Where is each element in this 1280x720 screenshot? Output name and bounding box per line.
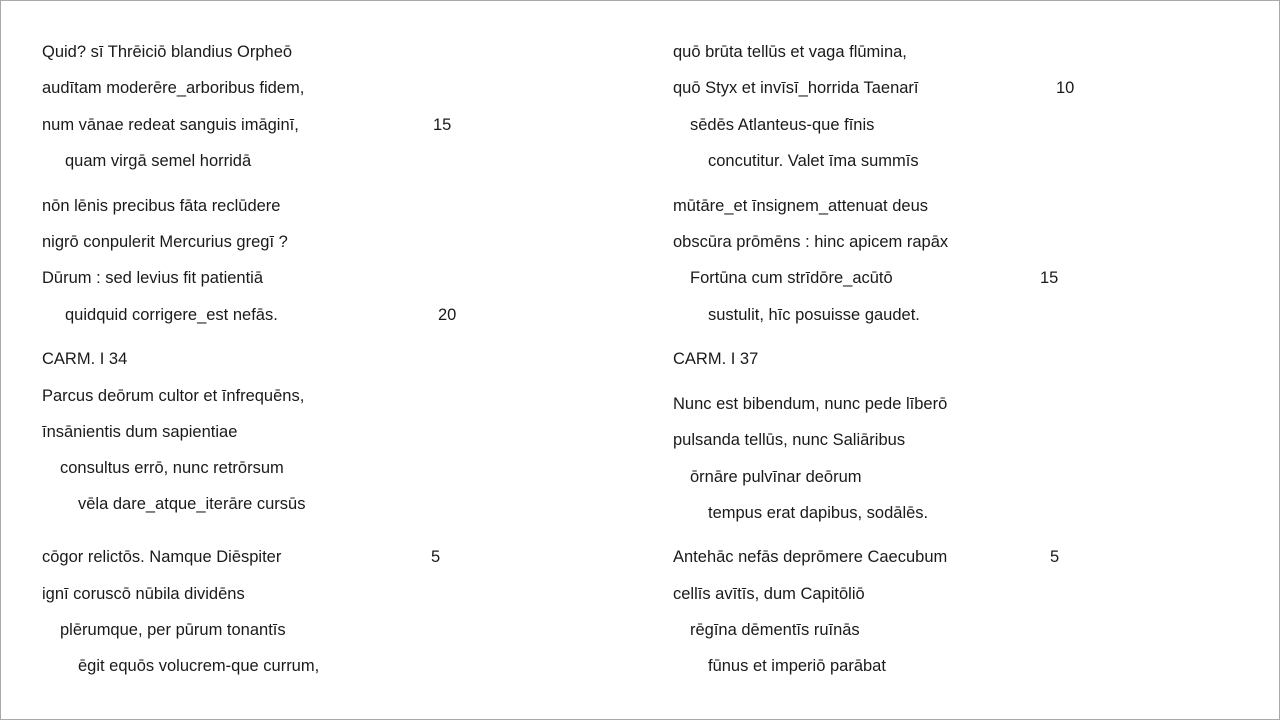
verse-line: audītam moderēre_arboribus fidem,	[42, 79, 305, 97]
verse-line: fūnus et imperiō parābat	[708, 657, 886, 675]
verse-line: quidquid corrigere_est nefās.	[65, 306, 278, 324]
line-number: 15	[1040, 269, 1059, 287]
verse-line: plērumque, per pūrum tonantīs	[60, 621, 286, 639]
verse-line: Nunc est bibendum, nunc pede līberō	[673, 395, 948, 413]
line-number: 20	[438, 306, 457, 324]
verse-line: nōn lēnis precibus fāta reclūdere	[42, 197, 281, 215]
verse-line: mūtāre_et īnsignem_attenuat deus	[673, 197, 929, 215]
verse-line: quō Styx et invīsī_horrida Taenarī	[673, 79, 919, 97]
verse-line: vēla dare_atque_iterāre cursūs	[78, 495, 306, 513]
verse-line: concutitur. Valet īma summīs	[708, 152, 919, 170]
line-number: 5	[1050, 548, 1060, 566]
poem-heading: CARM. I 37	[673, 350, 759, 368]
line-number: 5	[431, 548, 441, 566]
verse-line: īnsānientis dum sapientiae	[42, 423, 238, 441]
verse-line: obscūra prōmēns : hinc apicem rapāx	[673, 233, 949, 251]
verse-line: consultus errō, nunc retrōrsum	[60, 459, 284, 477]
verse-line: Quid? sī Thrēiciō blandius Orpheō	[42, 43, 293, 61]
line-number: 15	[433, 116, 452, 134]
poem-heading: CARM. I 34	[42, 350, 128, 368]
verse-line: ōrnāre pulvīnar deōrum	[690, 468, 862, 486]
verse-line: ēgit equōs volucrem-que currum,	[78, 657, 320, 675]
verse-line: ignī coruscō nūbila dividēns	[42, 585, 245, 603]
verse-line: Antehāc nefās deprōmere Caecubum	[673, 548, 948, 566]
line-number: 10	[1056, 79, 1075, 97]
verse-line: num vānae redeat sanguis imāginī,	[42, 116, 299, 134]
verse-line: Parcus deōrum cultor et īnfrequēns,	[42, 387, 305, 405]
verse-line: rēgīna dēmentīs ruīnās	[690, 621, 860, 639]
verse-line: sēdēs Atlanteus-que fīnis	[690, 116, 875, 134]
verse-line: nigrō conpulerit Mercurius gregī ?	[42, 233, 288, 251]
verse-line: quō brūta tellūs et vaga flūmina,	[673, 43, 907, 61]
verse-line: cellīs avītīs, dum Capitōliō	[673, 585, 865, 603]
verse-line: quam virgā semel horridā	[65, 152, 252, 170]
verse-line: Fortūna cum strīdōre_acūtō	[690, 269, 893, 287]
verse-line: pulsanda tellūs, nunc Saliāribus	[673, 431, 906, 449]
verse-line: tempus erat dapibus, sodālēs.	[708, 504, 929, 522]
verse-line: sustulit, hīc posuisse gaudet.	[708, 306, 920, 324]
verse-line: cōgor relictōs. Namque Diēspiter	[42, 548, 282, 566]
verse-line: Dūrum : sed levius fit patientiā	[42, 269, 264, 287]
